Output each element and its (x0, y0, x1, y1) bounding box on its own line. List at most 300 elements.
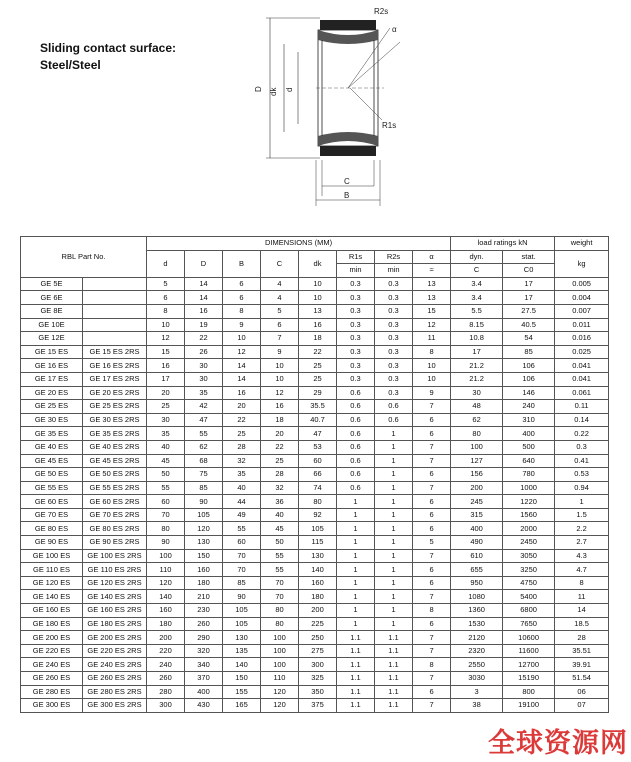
table-cell: 16 (223, 386, 261, 400)
table-cell: 19 (185, 318, 223, 332)
table-cell: 1.1 (337, 631, 375, 645)
table-cell: 5.5 (451, 304, 503, 318)
table-cell: 55 (147, 481, 185, 495)
table-cell: 92 (299, 508, 337, 522)
table-cell: 47 (185, 413, 223, 427)
table-cell: 32 (223, 454, 261, 468)
table-cell: 105 (223, 617, 261, 631)
table-cell: 0.3 (375, 359, 413, 373)
table-cell: 400 (503, 427, 555, 441)
table-cell: 7 (413, 440, 451, 454)
table-cell: 22 (261, 440, 299, 454)
table-cell: 30 (147, 413, 185, 427)
table-cell: 10 (223, 332, 261, 346)
table-cell: 66 (299, 468, 337, 482)
table-cell: 27.5 (503, 304, 555, 318)
table-cell: 30 (185, 359, 223, 373)
table-cell: 0.3 (375, 345, 413, 359)
table-cell: 8 (413, 658, 451, 672)
table-cell: 6 (413, 508, 451, 522)
table-cell: 0.6 (337, 440, 375, 454)
part-number-es: GE 90 ES (21, 536, 83, 550)
table-cell: 1.1 (337, 685, 375, 699)
table-cell: 160 (299, 576, 337, 590)
table-cell: 7 (413, 672, 451, 686)
table-header (21, 237, 609, 278)
col-D: D (185, 250, 223, 277)
table-row (21, 590, 609, 604)
table-cell: 110 (261, 672, 299, 686)
table-cell: 120 (261, 685, 299, 699)
table-cell: 80 (261, 617, 299, 631)
table-cell: 0.3 (337, 332, 375, 346)
table-cell: 0.011 (555, 318, 609, 332)
table-cell: 6 (147, 291, 185, 305)
table-cell: 25 (299, 359, 337, 373)
part-number-2rs: GE 280 ES 2RS (83, 685, 147, 699)
table-cell: 7 (413, 631, 451, 645)
table-cell: 70 (261, 576, 299, 590)
part-number-es: GE 180 ES (21, 617, 83, 631)
table-cell: 2120 (451, 631, 503, 645)
table-cell: 1.1 (375, 685, 413, 699)
col-r1s: R1s (337, 250, 375, 264)
table-cell: 6 (261, 318, 299, 332)
table-cell: 210 (185, 590, 223, 604)
table-cell: 1360 (451, 604, 503, 618)
table-cell: 40.7 (299, 413, 337, 427)
table-cell: 62 (451, 413, 503, 427)
part-number-2rs: GE 30 ES 2RS (83, 413, 147, 427)
table-cell: 1 (337, 604, 375, 618)
table-cell: 156 (451, 468, 503, 482)
table-cell: 2550 (451, 658, 503, 672)
part-number-es: GE 260 ES (21, 672, 83, 686)
table-cell: 0.6 (337, 468, 375, 482)
table-cell: 245 (451, 495, 503, 509)
table-cell: 160 (185, 563, 223, 577)
col-d: d (147, 250, 185, 277)
table-row (21, 685, 609, 699)
part-number-es: GE 70 ES (21, 508, 83, 522)
table-row (21, 440, 609, 454)
table-row (21, 400, 609, 414)
table-cell: 25 (261, 454, 299, 468)
part-number-es: GE 35 ES (21, 427, 83, 441)
table-cell: 610 (451, 549, 503, 563)
table-cell: 16 (261, 400, 299, 414)
table-cell: 13 (299, 304, 337, 318)
table-cell: 1 (337, 508, 375, 522)
part-number-es: GE 15 ES (21, 345, 83, 359)
table-cell: 13 (413, 291, 451, 305)
table-cell: 1 (375, 440, 413, 454)
part-number-es: GE 120 ES (21, 576, 83, 590)
table-row (21, 536, 609, 550)
table-cell: 8 (555, 576, 609, 590)
table-cell: 200 (299, 604, 337, 618)
table-cell: 10 (147, 318, 185, 332)
table-cell: 105 (223, 604, 261, 618)
table-cell: 20 (223, 400, 261, 414)
table-cell: 230 (185, 604, 223, 618)
table-cell: 7 (413, 454, 451, 468)
table-cell: 0.025 (555, 345, 609, 359)
table-cell: 200 (451, 481, 503, 495)
table-cell: 0.6 (337, 400, 375, 414)
table-cell: 1 (337, 522, 375, 536)
table-cell: 1 (337, 495, 375, 509)
table-cell: 21.2 (451, 372, 503, 386)
table-cell: 70 (223, 549, 261, 563)
table-cell: 36 (261, 495, 299, 509)
table-cell: 6 (413, 522, 451, 536)
table-row (21, 372, 609, 386)
table-cell: 2.2 (555, 522, 609, 536)
part-number-es: GE 30 ES (21, 413, 83, 427)
table-cell: 17 (451, 345, 503, 359)
table-cell: 2000 (503, 522, 555, 536)
table-cell: 106 (503, 372, 555, 386)
part-number-es: GE 40 ES (21, 440, 83, 454)
table-cell: 1 (375, 617, 413, 631)
part-number-2rs: GE 17 ES 2RS (83, 372, 147, 386)
table-cell: 0.041 (555, 359, 609, 373)
table-cell: 7650 (503, 617, 555, 631)
part-number-es: GE 160 ES (21, 604, 83, 618)
table-cell: 80 (299, 495, 337, 509)
table-cell: 12 (147, 332, 185, 346)
table-cell: 9 (413, 386, 451, 400)
part-number-es: GE 12E (21, 332, 83, 346)
table-cell: 0.6 (375, 400, 413, 414)
table-cell: 1 (375, 508, 413, 522)
heading-line-2: Steel/Steel (40, 58, 101, 72)
table-cell: 42 (185, 400, 223, 414)
table-cell: 950 (451, 576, 503, 590)
part-number-2rs: GE 80 ES 2RS (83, 522, 147, 536)
col-load-ratings: load ratings kN (451, 237, 555, 251)
table-cell: 310 (503, 413, 555, 427)
table-cell: 160 (147, 604, 185, 618)
table-cell: 5 (413, 536, 451, 550)
table-cell: 4.3 (555, 549, 609, 563)
label-D: D (254, 86, 263, 92)
table-cell: 3.4 (451, 291, 503, 305)
table-cell: 45 (147, 454, 185, 468)
table-row (21, 644, 609, 658)
table-row (21, 468, 609, 482)
table-cell: 0.3 (337, 277, 375, 291)
table-cell: 30 (185, 372, 223, 386)
table-cell: 32 (261, 481, 299, 495)
part-number-2rs: GE 300 ES 2RS (83, 699, 147, 713)
table-row (21, 604, 609, 618)
table-cell: 70 (261, 590, 299, 604)
table-cell: 7 (413, 699, 451, 713)
table-cell: 10600 (503, 631, 555, 645)
part-number-2rs: GE 180 ES 2RS (83, 617, 147, 631)
table-cell: 50 (261, 536, 299, 550)
table-cell: 120 (147, 576, 185, 590)
part-number-es: GE 16 ES (21, 359, 83, 373)
table-cell: 780 (503, 468, 555, 482)
table-cell: 100 (451, 440, 503, 454)
table-cell: 1 (375, 576, 413, 590)
table-cell: 1 (375, 481, 413, 495)
table-cell: 0.41 (555, 454, 609, 468)
table-cell: 0.3 (375, 372, 413, 386)
table-cell: 1.1 (375, 672, 413, 686)
part-number-es: GE 100 ES (21, 549, 83, 563)
table-body (21, 277, 609, 712)
label-C: C (344, 177, 350, 186)
table-cell: 1 (375, 590, 413, 604)
table-cell: 320 (185, 644, 223, 658)
table-cell: 80 (451, 427, 503, 441)
table-cell: 0.3 (337, 372, 375, 386)
part-number-es: GE 5E (21, 277, 83, 291)
table-cell: 53 (299, 440, 337, 454)
label-dk: dk (269, 87, 278, 96)
table-cell: 0.3 (375, 291, 413, 305)
table-cell: 6 (223, 277, 261, 291)
table-cell: 290 (185, 631, 223, 645)
table-row (21, 508, 609, 522)
part-number-es: GE 10E (21, 318, 83, 332)
table-row (21, 304, 609, 318)
table-cell: 6 (413, 468, 451, 482)
part-number-es: GE 6E (21, 291, 83, 305)
table-cell: 325 (299, 672, 337, 686)
col-r2s: R2s (375, 250, 413, 264)
table-cell: 4750 (503, 576, 555, 590)
table-cell: 6 (413, 427, 451, 441)
table-cell: 0.061 (555, 386, 609, 400)
table-cell: 68 (185, 454, 223, 468)
table-cell: 1560 (503, 508, 555, 522)
table-cell: 135 (223, 644, 261, 658)
table-cell: 260 (185, 617, 223, 631)
table-cell: 1 (375, 454, 413, 468)
table-cell: 12700 (503, 658, 555, 672)
col-alpha-approx: ≈ (413, 264, 451, 278)
table-cell: 11 (413, 332, 451, 346)
watermark: 全球资源网 (488, 728, 628, 759)
table-cell: 1530 (451, 617, 503, 631)
table-cell: 10 (261, 372, 299, 386)
table-cell: 8.15 (451, 318, 503, 332)
table-cell: 1 (375, 468, 413, 482)
table-cell: 1 (555, 495, 609, 509)
table-cell: 14 (185, 277, 223, 291)
col-r2s-min: min (375, 264, 413, 278)
part-number-2rs: GE 70 ES 2RS (83, 508, 147, 522)
part-number-es: GE 240 ES (21, 658, 83, 672)
table-cell: 0.3 (337, 345, 375, 359)
table-cell: 85 (185, 481, 223, 495)
table-cell: 400 (451, 522, 503, 536)
table-cell: 500 (503, 440, 555, 454)
table-cell: 2450 (503, 536, 555, 550)
table-cell: 40.5 (503, 318, 555, 332)
table-cell: 50 (147, 468, 185, 482)
table-cell: 4 (261, 277, 299, 291)
table-row (21, 427, 609, 441)
label-d: d (285, 87, 294, 92)
table-cell: 26 (185, 345, 223, 359)
table-cell: 12 (261, 386, 299, 400)
table-cell: 18 (299, 332, 337, 346)
table-cell: 1 (375, 522, 413, 536)
part-number-2rs: GE 110 ES 2RS (83, 563, 147, 577)
table-cell: 8 (223, 304, 261, 318)
table-row (21, 318, 609, 332)
table-cell: 0.6 (337, 481, 375, 495)
table-cell: 16 (147, 359, 185, 373)
part-number-es: GE 80 ES (21, 522, 83, 536)
table-cell: 400 (185, 685, 223, 699)
table-cell: 55 (261, 563, 299, 577)
part-number-2rs: GE 90 ES 2RS (83, 536, 147, 550)
part-number-es: GE 45 ES (21, 454, 83, 468)
table-row (21, 549, 609, 563)
table-row (21, 359, 609, 373)
table-cell: 07 (555, 699, 609, 713)
table-cell: 10 (413, 372, 451, 386)
part-number-2rs: GE 240 ES 2RS (83, 658, 147, 672)
table-cell: 30 (451, 386, 503, 400)
col-B: B (223, 250, 261, 277)
table-cell: 17 (147, 372, 185, 386)
table-cell: 0.6 (337, 413, 375, 427)
part-number-2rs: GE 140 ES 2RS (83, 590, 147, 604)
col-stat: stat. (503, 250, 555, 264)
bearing-cross-section (250, 0, 410, 210)
col-dyn: dyn. (451, 250, 503, 264)
table-cell: 640 (503, 454, 555, 468)
table-cell: 22 (223, 413, 261, 427)
label-B: B (344, 191, 350, 200)
table-cell: 1 (375, 563, 413, 577)
table-cell: 35 (223, 468, 261, 482)
table-cell: 1080 (451, 590, 503, 604)
table-row (21, 291, 609, 305)
table-cell: 35 (185, 386, 223, 400)
table-row (21, 658, 609, 672)
table-cell: 49 (223, 508, 261, 522)
part-number-es: GE 300 ES (21, 699, 83, 713)
table-cell: 225 (299, 617, 337, 631)
table-cell: 220 (147, 644, 185, 658)
table-cell: 140 (223, 658, 261, 672)
part-number-2rs (83, 332, 147, 346)
table-cell: 0.007 (555, 304, 609, 318)
part-number-2rs: GE 120 ES 2RS (83, 576, 147, 590)
col-alpha: α (413, 250, 451, 264)
table-cell: 11600 (503, 644, 555, 658)
table-cell: 12 (413, 318, 451, 332)
table-cell: 62 (185, 440, 223, 454)
table-cell: 55 (261, 549, 299, 563)
part-number-es: GE 8E (21, 304, 83, 318)
table-cell: 5400 (503, 590, 555, 604)
table-cell: 1.1 (375, 658, 413, 672)
table-cell: 180 (147, 617, 185, 631)
part-number-2rs: GE 20 ES 2RS (83, 386, 147, 400)
table-cell: 1 (375, 604, 413, 618)
table-cell: 260 (147, 672, 185, 686)
table-cell: 1220 (503, 495, 555, 509)
part-number-2rs: GE 100 ES 2RS (83, 549, 147, 563)
table-cell: 0.3 (375, 318, 413, 332)
part-number-2rs: GE 25 ES 2RS (83, 400, 147, 414)
label-alpha: α (392, 25, 397, 34)
table-cell: 1000 (503, 481, 555, 495)
table-cell: 40 (147, 440, 185, 454)
table-cell: 45 (261, 522, 299, 536)
table-cell: 29 (299, 386, 337, 400)
table-cell: 8 (413, 604, 451, 618)
table-cell: 100 (147, 549, 185, 563)
table-cell: 15 (413, 304, 451, 318)
label-r2s: R2s (374, 7, 389, 16)
table-cell: 18 (261, 413, 299, 427)
table-cell: 20 (261, 427, 299, 441)
table-cell: 315 (451, 508, 503, 522)
table-cell: 0.016 (555, 332, 609, 346)
table-cell: 0.11 (555, 400, 609, 414)
table-cell: 1 (337, 576, 375, 590)
table-cell: 28 (223, 440, 261, 454)
table-cell: 1.1 (337, 644, 375, 658)
table-cell: 100 (261, 658, 299, 672)
col-stat-c0: C0 (503, 264, 555, 278)
col-part-no: RBL Part No. (21, 237, 147, 278)
table-cell: 0.53 (555, 468, 609, 482)
part-number-2rs: GE 16 ES 2RS (83, 359, 147, 373)
table-cell: 90 (185, 495, 223, 509)
part-number-2rs (83, 291, 147, 305)
part-number-es: GE 17 ES (21, 372, 83, 386)
table-cell: 6 (413, 617, 451, 631)
table-cell: 200 (147, 631, 185, 645)
part-number-2rs: GE 260 ES 2RS (83, 672, 147, 686)
table-cell: 7 (413, 549, 451, 563)
table-cell: 74 (299, 481, 337, 495)
table-cell: 3050 (503, 549, 555, 563)
table-cell: 14 (223, 372, 261, 386)
table-cell: 70 (147, 508, 185, 522)
part-number-es: GE 280 ES (21, 685, 83, 699)
table-cell: 165 (223, 699, 261, 713)
table-cell: 140 (299, 563, 337, 577)
table-cell: 47 (299, 427, 337, 441)
table-cell: 7 (413, 644, 451, 658)
table-cell: 1.1 (337, 699, 375, 713)
table-cell: 6 (413, 576, 451, 590)
table-cell: 15 (147, 345, 185, 359)
bearing-spec-table (20, 236, 609, 713)
table-cell: 1 (375, 427, 413, 441)
table-cell: 28 (555, 631, 609, 645)
table-cell: 06 (555, 685, 609, 699)
part-number-es: GE 50 ES (21, 468, 83, 482)
table-cell: 90 (223, 590, 261, 604)
table-cell: 5 (147, 277, 185, 291)
table-cell: 40 (223, 481, 261, 495)
part-number-2rs: GE 50 ES 2RS (83, 468, 147, 482)
